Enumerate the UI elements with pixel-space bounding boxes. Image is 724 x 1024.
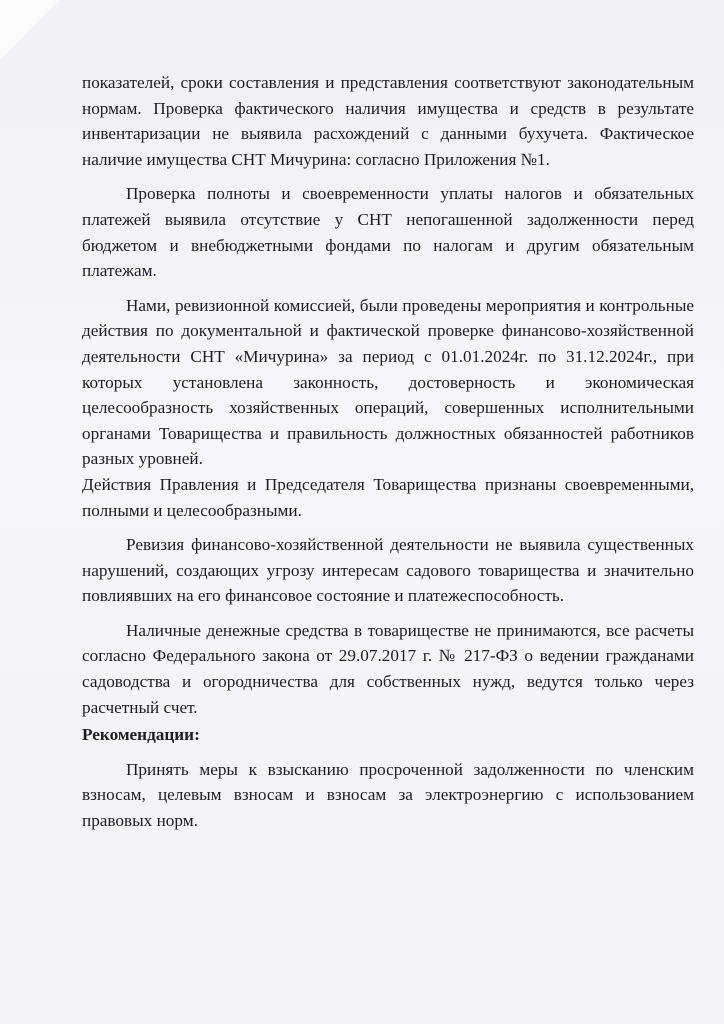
page-corner-highlight bbox=[0, 0, 60, 60]
paragraph-property-check: показателей, сроки составления и представления соответствуют законодательным нормам. Проверка фактического наличия имущества и средств в результате инвентаризации не выявила расхождений с данными бухучета. Фактическое наличие имущества СНТ Мичурина: согласно Приложения №1. bbox=[82, 73, 694, 169]
paragraph-cash-payments: Наличные денежные средства в товариществе не принимаются, все расчеты согласно Федерального закона от 29.07.2017 г. № 217-ФЗ о ведении гражданами садоводства и огородничества для собственных нужд, ведутся только через расчетный счет. bbox=[82, 620, 694, 717]
recommendations-heading: Рекомендации: bbox=[82, 725, 200, 745]
paragraph-recommendation: Принять меры к взысканию просроченной задолженности по членским взносам, целевым взносам и взносам за электроэнергию с использованием правовых норм. bbox=[82, 759, 694, 831]
paragraph-board-actions: Действия Правления и Председателя Товарищества признаны своевременными, полными и целесообразными. bbox=[82, 474, 694, 520]
document-body bbox=[82, 70, 694, 834]
paragraph-tax-check: Проверка полноты и своевременности уплаты налогов и обязательных платежей выявила отсутствие у СНТ непогашенной задолженности перед бюджетом и внебюджетными фондами по налогам и другим обязательным платежам. bbox=[82, 184, 694, 281]
paragraph-audit-actions: Нами, ревизионной комиссией, были проведены мероприятия и контрольные действия по документальной и фактической проверке финансово-хозяйственной деятельности СНТ «Мичурина» за период с 01.01.2024г. по 31.12.2024г., при которых установлена законность, достоверность и экономическая целесообразность хозяйственных операций, совершенных исполнительными органами Товарищества и правильность должностных обязанностей работников разных уровней. bbox=[82, 295, 694, 469]
paragraph-audit-result: Ревизия финансово-хозяйственной деятельности не выявила существенных нарушений, создающих угрозу интересам садового товарищества и значительно повлиявших на его финансовое состояние и платежеспособность. bbox=[82, 535, 694, 606]
